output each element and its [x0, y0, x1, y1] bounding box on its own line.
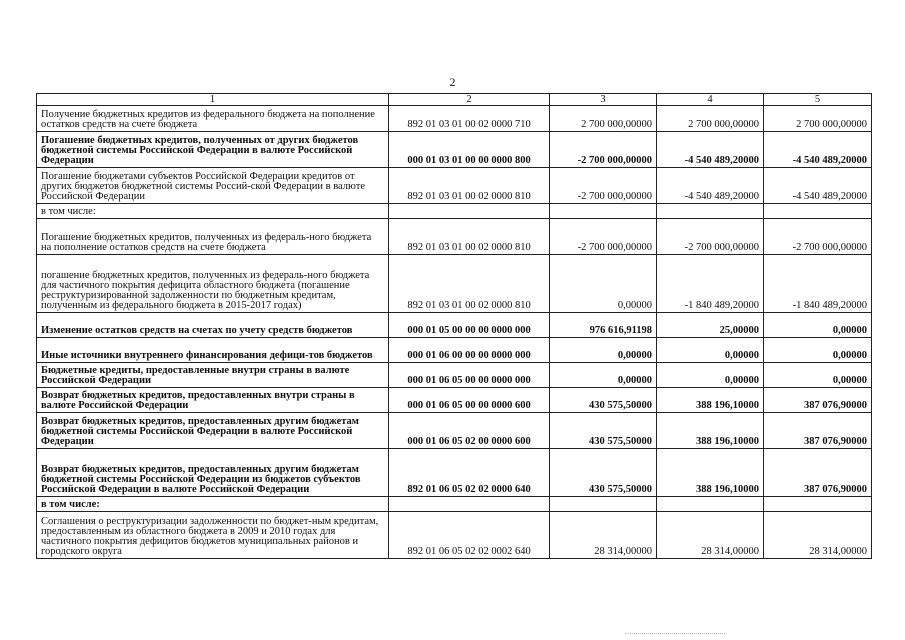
row-value-cell: 0,00000 — [550, 338, 657, 363]
header-cell: 4 — [657, 94, 764, 106]
table-row — [37, 219, 872, 255]
row-value-cell: -2 700 000,00000 — [550, 132, 657, 168]
row-value-cell: 25,00000 — [657, 313, 764, 338]
row-name-cell: Погашение бюджетных кредитов, полученных из федераль-ного бюджета на пополнение остатков средств на счете бюджета — [37, 219, 389, 255]
row-code-cell: 892 01 03 01 00 02 0000 710 — [389, 106, 550, 132]
row-value-cell: -4 540 489,20000 — [764, 168, 872, 204]
row-code-cell: 892 01 06 05 02 02 0000 640 — [389, 449, 550, 497]
row-value-cell: 387 076,90000 — [764, 449, 872, 497]
row-value-cell — [764, 497, 872, 512]
row-name-cell: Иные источники внутреннего финансирования дефици-тов бюджетов — [37, 338, 389, 363]
table-row — [37, 497, 872, 512]
row-value-cell: 0,00000 — [657, 363, 764, 388]
row-value-cell — [657, 497, 764, 512]
row-name-cell: Возврат бюджетных кредитов, предоставленных внутри страны в валюте Российской Федерации — [37, 388, 389, 413]
row-value-cell: -2 700 000,00000 — [550, 219, 657, 255]
row-value-cell — [550, 497, 657, 512]
row-value-cell: -2 700 000,00000 — [657, 219, 764, 255]
table-row — [37, 132, 872, 168]
scan-artifact — [625, 633, 725, 635]
row-name-cell: Бюджетные кредиты, предоставленные внутри страны в валюте Российской Федерации — [37, 363, 389, 388]
table-row — [37, 363, 872, 388]
table-row — [37, 413, 872, 449]
row-value-cell: 388 196,10000 — [657, 388, 764, 413]
table-row — [37, 512, 872, 559]
row-name-cell: Изменение остатков средств на счетах по учету средств бюджетов — [37, 313, 389, 338]
row-code-cell — [389, 497, 550, 512]
row-value-cell: 0,00000 — [764, 313, 872, 338]
row-value-cell: 0,00000 — [550, 363, 657, 388]
row-value-cell: 2 700 000,00000 — [550, 106, 657, 132]
row-code-cell: 892 01 03 01 00 02 0000 810 — [389, 255, 550, 313]
table-row — [37, 388, 872, 413]
row-value-cell: 430 575,50000 — [550, 388, 657, 413]
row-value-cell: 28 314,00000 — [550, 512, 657, 559]
row-code-cell — [389, 204, 550, 219]
table-row — [37, 168, 872, 204]
row-value-cell: 0,00000 — [550, 255, 657, 313]
table-header-row — [37, 94, 872, 106]
header-cell: 2 — [389, 94, 550, 106]
row-code-cell: 000 01 06 05 00 00 0000 000 — [389, 363, 550, 388]
row-code-cell: 000 01 05 00 00 00 0000 000 — [389, 313, 550, 338]
row-value-cell: 388 196,10000 — [657, 413, 764, 449]
row-value-cell: 388 196,10000 — [657, 449, 764, 497]
row-code-cell: 000 01 06 05 02 00 0000 600 — [389, 413, 550, 449]
row-name-cell: погашение бюджетных кредитов, полученных из федераль-ного бюджета для частичного покрытия дефицита областного бюджета (погашение реструктуризированной задолженности по бюджетным кредитам, полученным из федерального бюджета в 2015-2017 годах) — [37, 255, 389, 313]
row-value-cell: 2 700 000,00000 — [764, 106, 872, 132]
table-row — [37, 449, 872, 497]
header-cell: 3 — [550, 94, 657, 106]
row-code-cell: 892 01 03 01 00 02 0000 810 — [389, 168, 550, 204]
header-cell: 1 — [37, 94, 389, 106]
row-code-cell: 892 01 06 05 02 02 0002 640 — [389, 512, 550, 559]
row-name-cell: Получение бюджетных кредитов из федерального бюджета на пополнение остатков средств на счете бюджета — [37, 106, 389, 132]
row-name-cell: Возврат бюджетных кредитов, предоставленных другим бюджетам бюджетной системы Российской Федерации в валюте Российской Федерации — [37, 413, 389, 449]
row-value-cell — [550, 204, 657, 219]
row-code-cell: 000 01 06 05 00 00 0000 600 — [389, 388, 550, 413]
row-value-cell: -4 540 489,20000 — [657, 132, 764, 168]
row-value-cell: 0,00000 — [764, 363, 872, 388]
row-value-cell: 430 575,50000 — [550, 413, 657, 449]
row-value-cell: -2 700 000,00000 — [764, 219, 872, 255]
row-name-cell: Возврат бюджетных кредитов, предоставленных другим бюджетам бюджетной системы Российской Федерации из бюджетов субъектов Российской Федерации в валюте Российской Федерации — [37, 449, 389, 497]
row-value-cell: 430 575,50000 — [550, 449, 657, 497]
row-value-cell: 28 314,00000 — [764, 512, 872, 559]
page-number: 2 — [449, 75, 456, 89]
row-name-cell: Соглашения о реструктуризации задолженности по бюджет-ным кредитам, предоставленным из областного бюджета в 2009 и 2010 годах для частичного покрытия дефицитов бюджетов муниципальных районов и городского округа — [37, 512, 389, 559]
table-row — [37, 106, 872, 132]
row-name-cell: в том числе: — [37, 204, 389, 219]
table-row — [37, 313, 872, 338]
row-value-cell — [764, 204, 872, 219]
row-value-cell: -1 840 489,20000 — [657, 255, 764, 313]
row-name-cell: Погашение бюджетных кредитов, полученных от других бюджетов бюджетной системы Российской Федерации в валюте Российской Федерации — [37, 132, 389, 168]
row-value-cell: -4 540 489,20000 — [764, 132, 872, 168]
row-value-cell: 0,00000 — [764, 338, 872, 363]
budget-sources-table — [36, 93, 872, 559]
row-code-cell: 000 01 06 00 00 00 0000 000 — [389, 338, 550, 363]
row-value-cell: 976 616,91198 — [550, 313, 657, 338]
row-value-cell: 2 700 000,00000 — [657, 106, 764, 132]
table-row — [37, 204, 872, 219]
row-code-cell: 000 01 03 01 00 00 0000 800 — [389, 132, 550, 168]
row-value-cell — [657, 204, 764, 219]
header-cell: 5 — [764, 94, 872, 106]
row-name-cell: Погашение бюджетами субъектов Российской Федерации кредитов от других бюджетов бюджетной системы Россий-ской Федерации в валюте Российской Федерации — [37, 168, 389, 204]
row-code-cell: 892 01 03 01 00 02 0000 810 — [389, 219, 550, 255]
row-value-cell: 28 314,00000 — [657, 512, 764, 559]
row-value-cell: -4 540 489,20000 — [657, 168, 764, 204]
row-value-cell: 387 076,90000 — [764, 413, 872, 449]
row-name-cell: в том числе: — [37, 497, 389, 512]
row-value-cell: 387 076,90000 — [764, 388, 872, 413]
row-value-cell: -2 700 000,00000 — [550, 168, 657, 204]
row-value-cell: 0,00000 — [657, 338, 764, 363]
table-row — [37, 338, 872, 363]
table-row — [37, 255, 872, 313]
row-value-cell: -1 840 489,20000 — [764, 255, 872, 313]
